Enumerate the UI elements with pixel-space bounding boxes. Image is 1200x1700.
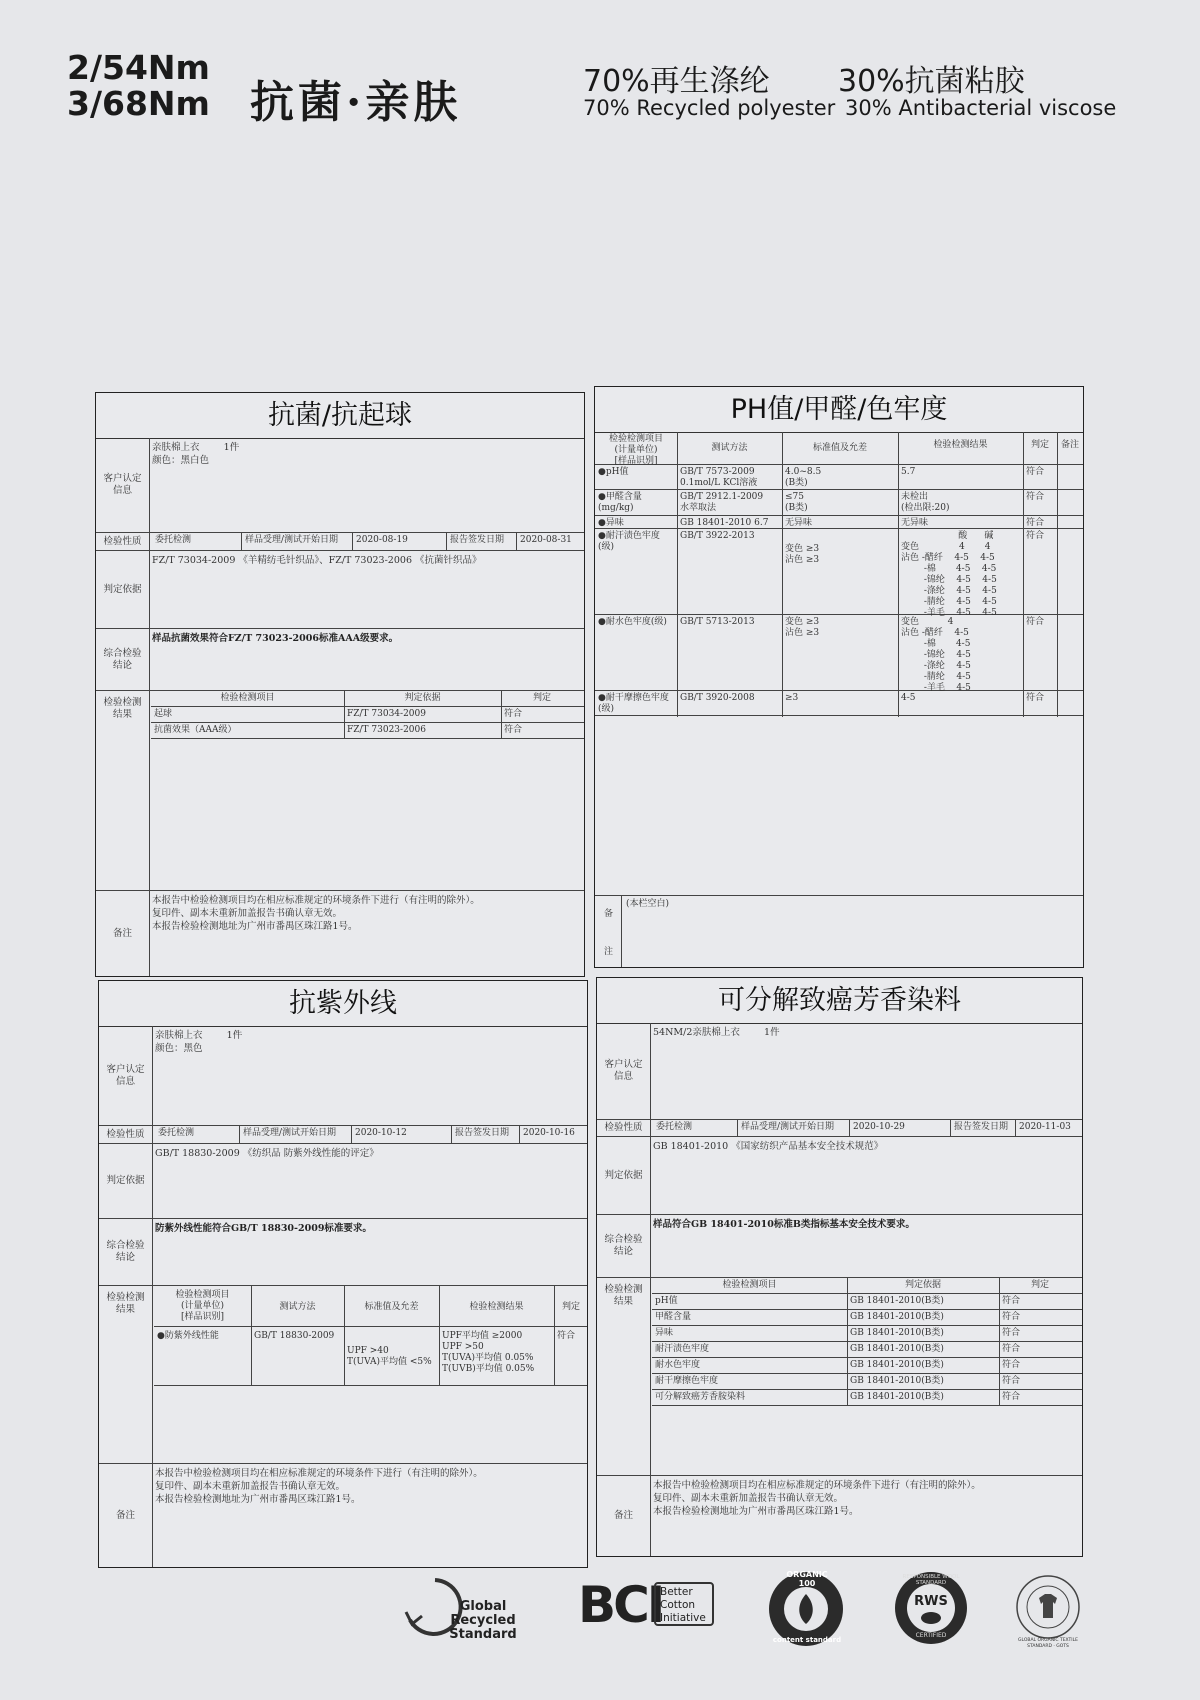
dye-header-item: 检验检测项目	[722, 1280, 777, 1290]
grs-logo	[400, 1570, 540, 1645]
uv-header-method: 测试方法	[279, 1302, 316, 1312]
client-info-row	[96, 438, 584, 533]
client-line-2: 颜色：黑色	[155, 1043, 203, 1054]
result-row-basis: FZ/T 73034-2009	[347, 709, 426, 719]
uv-row-standard: UPF >40 T(UVA)平均值 <5%	[347, 1346, 432, 1367]
issue-value: 2020-08-31	[520, 535, 572, 545]
ph-row-item: ●耐汗渍色牢度 (级)	[598, 531, 660, 552]
issue-label: 报告签发日期	[954, 1122, 1009, 1132]
result-row-verdict: 符合	[504, 725, 523, 735]
result-label: 检验检测结果	[96, 691, 150, 890]
client-label: 客户认定信息	[597, 1023, 651, 1119]
receive-label: 样品受理/测试开始日期	[245, 535, 339, 545]
remark-line-2: 复印件、副本未重新加盖报告书确认章无效。	[653, 1493, 844, 1504]
uv-row-method: GB/T 18830-2009	[254, 1331, 335, 1341]
remark-row	[597, 1476, 1082, 1556]
client-info-row	[597, 1023, 1082, 1120]
remark-line-3: 本报告检验检测地址为广州市番禺区珠江路1号。	[653, 1506, 859, 1517]
ph-row-item: ●耐水色牢度(级)	[598, 617, 667, 627]
client-line-1: 亲肤棉上衣 1件	[152, 442, 240, 453]
ph-row-standard: 无异味	[785, 518, 813, 528]
rws-text-3: CERTIFIED	[915, 1632, 947, 1639]
yarn-count-2: 3/68Nm	[67, 84, 210, 123]
dye-row-item: pH值	[655, 1296, 678, 1306]
result-row-basis: FZ/T 73023-2006	[347, 725, 426, 735]
ph-row-verdict: 符合	[1026, 518, 1045, 528]
ph-header-result: 检验检测结果	[933, 440, 988, 450]
dye-row-verdict: 符合	[1002, 1344, 1021, 1354]
panel-title: 抗紫外线	[99, 981, 587, 1027]
dye-row-item: 甲醛含量	[655, 1312, 692, 1322]
basis-value: GB/T 18830-2009 《纺织品 防紫外线性能的评定》	[155, 1148, 379, 1159]
ph-remark-label-2: 注	[604, 947, 614, 957]
ph-row-result: 4-5	[901, 693, 916, 703]
organic-text-1: ORGANIC 100	[786, 1570, 828, 1588]
basis-row	[96, 551, 584, 629]
dye-row-verdict: 符合	[1002, 1360, 1021, 1370]
panel-title: 抗菌/抗起球	[96, 393, 584, 439]
receive-value: 2020-10-29	[853, 1122, 905, 1132]
ph-header-item: 检验检测项目 (计量单位) [样品识别]	[608, 434, 663, 466]
dye-row-verdict: 符合	[1002, 1392, 1021, 1402]
conclusion-row	[99, 1219, 587, 1286]
basis-label: 判定依据	[597, 1137, 651, 1214]
bci-text-2: Cotton	[660, 1599, 696, 1611]
conclusion-row	[96, 629, 584, 691]
dye-row-item: 耐汗渍色牢度	[655, 1344, 710, 1354]
dye-row-verdict: 符合	[1002, 1312, 1021, 1322]
basis-label: 判定依据	[99, 1144, 153, 1218]
issue-label: 报告签发日期	[450, 535, 505, 545]
basis-value: GB 18401-2010 《国家纺织产品基本安全技术规范》	[653, 1141, 884, 1152]
dye-row-basis: GB 18401-2010(B类)	[850, 1360, 944, 1370]
remark-line-2: 复印件、副本未重新加盖报告书确认章无效。	[152, 908, 343, 919]
dye-row-verdict: 符合	[1002, 1296, 1021, 1306]
composition-en-2: 30% Antibacterial viscose	[845, 96, 1117, 120]
ph-row-item: ●异味	[598, 518, 624, 528]
inspect-row	[99, 1126, 587, 1144]
bci-text-1: Better	[660, 1586, 693, 1598]
bci-text-3: Initiative	[660, 1612, 706, 1624]
bci-wordmark: BCI	[578, 1576, 663, 1634]
panel-uv	[98, 980, 588, 1568]
receive-label: 样品受理/测试开始日期	[243, 1128, 337, 1138]
conclusion-value: 样品符合GB 18401-2010标准B类指标基本安全技术要求。	[653, 1219, 915, 1230]
remark-line-3: 本报告检验检测地址为广州市番禺区珠江路1号。	[155, 1494, 361, 1505]
ph-row-method: GB/T 7573-2009 0.1mol/L KCl溶液	[680, 467, 758, 488]
uv-table	[154, 1286, 587, 1386]
dye-header-verdict: 判定	[1030, 1280, 1049, 1290]
ph-remark-label-1: 备	[604, 909, 614, 919]
uv-header-standard: 标准值及允差	[364, 1302, 419, 1312]
ph-row-verdict: 符合	[1026, 467, 1045, 477]
ph-row-verdict: 符合	[1026, 693, 1045, 703]
dye-header-basis: 判定依据	[904, 1280, 941, 1290]
dye-row-basis: GB 18401-2010(B类)	[850, 1392, 944, 1402]
dye-row-basis: GB 18401-2010(B类)	[850, 1376, 944, 1386]
remark-label: 备注	[96, 891, 150, 976]
inspect-value: 委托检测	[158, 1128, 195, 1138]
ph-header-standard: 标准值及允差	[812, 443, 867, 453]
conclusion-label: 综合检验结论	[96, 629, 150, 690]
composition-en-1: 70% Recycled polyester	[583, 96, 836, 120]
receive-value: 2020-10-12	[355, 1128, 407, 1138]
uv-row-result: UPF平均值 ≥2000 UPF >50 T(UVA)平均值 0.05% T(UVB)平均值 0.05%	[442, 1331, 535, 1374]
conclusion-value: 防紫外线性能符合GB/T 18830-2009标准要求。	[155, 1223, 372, 1234]
basis-row	[99, 1144, 587, 1219]
basis-label: 判定依据	[96, 551, 150, 628]
dye-table	[652, 1278, 1082, 1406]
client-line-1: 亲肤棉上衣 1件	[155, 1030, 243, 1041]
ph-row-result: 酸 碱 变色 4 4 沾色 -醋纤 4-5 4-5 -棉 4-5 4-5 -锦纶 4-5 4-5 -涤纶 4-5 4-5 -腈纶 4-5 4-5 -羊毛 4-5 4-5	[901, 531, 997, 618]
client-line-1: 54NM/2亲肤棉上衣 1件	[653, 1027, 780, 1038]
bci-badge	[654, 1582, 714, 1626]
dye-row-item: 异味	[655, 1328, 674, 1338]
basis-row	[597, 1137, 1082, 1215]
ph-row-standard: ≥3	[785, 693, 799, 703]
result-row	[99, 1286, 587, 1464]
dye-row-basis: GB 18401-2010(B类)	[850, 1344, 944, 1354]
dye-row-verdict: 符合	[1002, 1328, 1021, 1338]
result-header-item: 检验检测项目	[220, 693, 275, 703]
bci-logo	[578, 1570, 723, 1645]
remark-line-1: 本报告中检验检测项目均在相应标准规定的环境条件下进行（有注明的除外）。	[152, 895, 480, 906]
conclusion-label: 综合检验结论	[99, 1219, 153, 1285]
ph-header-method: 测试方法	[711, 443, 748, 453]
remark-line-3: 本报告检验检测地址为广州市番禺区珠江路1号。	[152, 921, 358, 932]
result-header-basis: 判定依据	[404, 693, 441, 703]
gots-text: GLOBAL ORGANIC TEXTILE STANDARD · GOTS	[1017, 1638, 1078, 1649]
conclusion-value: 样品抗菌效果符合FZ/T 73023-2006标准AAA级要求。	[152, 633, 399, 644]
ph-table	[595, 432, 1083, 717]
basis-value: FZ/T 73034-2009 《羊精纺毛针织品》、FZ/T 73023-2006 《抗菌针织品》	[152, 555, 482, 566]
yarn-count-1: 2/54Nm	[67, 48, 210, 87]
issue-value: 2020-10-16	[523, 1128, 575, 1138]
client-label: 客户认定信息	[96, 438, 150, 532]
result-row-item: 起球	[154, 709, 173, 719]
uv-header-verdict: 判定	[561, 1302, 580, 1312]
panel-title: PH值/甲醛/色牢度	[595, 387, 1083, 433]
conclusion-label: 综合检验结论	[597, 1215, 651, 1277]
rws-text-2: RWS	[914, 1594, 948, 1609]
uv-header-item: 检验检测项目 (计量单位) [样品识别]	[175, 1290, 230, 1322]
ph-remark-row	[595, 895, 1083, 967]
dye-row-verdict: 符合	[1002, 1376, 1021, 1386]
result-table	[151, 691, 584, 739]
ph-row-standard: 变色 ≥3 沾色 ≥3	[785, 617, 820, 638]
remark-label: 备注	[597, 1476, 651, 1556]
gots-logo	[1015, 1570, 1085, 1649]
panel-ph-formaldehyde	[594, 386, 1084, 968]
receive-value: 2020-08-19	[356, 535, 408, 545]
grs-text-1: Global Recycled	[450, 1599, 516, 1628]
panel-title: 可分解致癌芳香染料	[597, 978, 1082, 1024]
organic-text-2: content standard	[772, 1636, 842, 1644]
panel-antibacterial	[95, 392, 585, 977]
inspect-label: 检验性质	[96, 533, 150, 550]
result-label: 检验检测结果	[99, 1286, 153, 1463]
rws-text-1: RESPONSIBLE WOOL STANDARD	[902, 1574, 960, 1586]
organic-content-standard-logo	[767, 1570, 847, 1645]
uv-header-result: 检验检测结果	[469, 1302, 524, 1312]
dye-row-item: 耐干摩擦色牢度	[655, 1376, 719, 1386]
ph-row-item: ●甲醛含量 (mg/kg)	[598, 492, 642, 513]
ph-row-standard: 4.0~8.5 (B类)	[785, 467, 822, 488]
remark-line-1: 本报告中检验检测项目均在相应标准规定的环境条件下进行（有注明的除外）。	[155, 1468, 483, 1479]
grs-text-2: Standard	[449, 1627, 517, 1642]
dye-row-item: 耐水色牢度	[655, 1360, 701, 1370]
ph-row-verdict: 符合	[1026, 492, 1045, 502]
dye-row-item: 可分解致癌芳香胺染料	[655, 1392, 746, 1402]
result-header-verdict: 判定	[532, 693, 551, 703]
result-row-item: 抗菌效果（AAA级）	[154, 725, 237, 735]
ph-row-standard: 变色 ≥3 沾色 ≥3	[785, 544, 820, 565]
receive-label: 样品受理/测试开始日期	[741, 1122, 835, 1132]
inspect-value: 委托检测	[155, 535, 192, 545]
remark-row	[99, 1464, 587, 1567]
client-label: 客户认定信息	[99, 1026, 153, 1125]
gots-seal-icon	[1015, 1574, 1081, 1640]
remark-line-2: 复印件、副本未重新加盖报告书确认章无效。	[155, 1481, 346, 1492]
composition-cn-1: 70%再生涤纶	[583, 64, 770, 99]
ph-row-result: 未检出 (检出限:20)	[901, 492, 950, 513]
result-row	[96, 691, 584, 891]
dye-row-basis: GB 18401-2010(B类)	[850, 1296, 944, 1306]
ph-row-result: 无异味	[901, 518, 929, 528]
client-line-2: 颜色：黑白色	[152, 455, 210, 466]
dye-row-basis: GB 18401-2010(B类)	[850, 1312, 944, 1322]
ph-row-method: GB/T 3920-2008	[680, 693, 755, 703]
ph-row-verdict: 符合	[1026, 617, 1045, 627]
ph-row-verdict: 符合	[1026, 531, 1045, 541]
ph-row-item: ●耐干摩擦色牢度 (级)	[598, 693, 669, 714]
result-label: 检验检测结果	[597, 1278, 651, 1475]
ph-row-method: GB/T 2912.1-2009 水萃取法	[680, 492, 764, 513]
inspect-label: 检验性质	[99, 1126, 153, 1143]
issue-value: 2020-11-03	[1019, 1122, 1071, 1132]
result-row-verdict: 符合	[504, 709, 523, 719]
inspect-row	[597, 1120, 1082, 1137]
conclusion-row	[597, 1215, 1082, 1278]
ph-row-method: GB 18401-2010 6.7	[680, 518, 769, 528]
ph-row-result: 变色 4 沾色 -醋纤 4-5 -棉 4-5 -锦纶 4-5 -涤纶 4-5 -腈纶 4-5 -羊毛 4-5	[901, 617, 971, 693]
inspect-row	[96, 533, 584, 551]
remark-line-1: 本报告中检验检测项目均在相应标准规定的环境条件下进行（有注明的除外）。	[653, 1480, 981, 1491]
uv-row-verdict: 符合	[557, 1331, 576, 1341]
dye-row-basis: GB 18401-2010(B类)	[850, 1328, 944, 1338]
remark-row	[96, 891, 584, 976]
inspect-value: 委托检测	[656, 1122, 693, 1132]
rws-logo	[893, 1570, 973, 1645]
ph-row-standard: ≤75 (B类)	[785, 492, 808, 513]
ph-remark-value: (本栏空白)	[626, 899, 670, 909]
product-title: 抗菌·亲肤	[250, 77, 462, 128]
ph-header-verdict: 判定	[1030, 440, 1049, 450]
panel-azo-dye	[596, 977, 1083, 1557]
inspect-label: 检验性质	[597, 1120, 651, 1136]
result-row	[597, 1278, 1082, 1476]
client-info-row	[99, 1026, 587, 1126]
ph-row-method: GB/T 3922-2013	[680, 531, 755, 541]
issue-label: 报告签发日期	[455, 1128, 510, 1138]
composition-cn-2: 30%抗菌粘胶	[838, 64, 1025, 99]
ph-row-item: ●pH值	[598, 467, 629, 477]
ph-row-result: 5.7	[901, 467, 916, 477]
ph-row-method: GB/T 5713-2013	[680, 617, 755, 627]
uv-row-item: ●防紫外线性能	[157, 1331, 219, 1341]
remark-label: 备注	[99, 1464, 153, 1567]
ph-header-note: 备注	[1060, 440, 1079, 450]
